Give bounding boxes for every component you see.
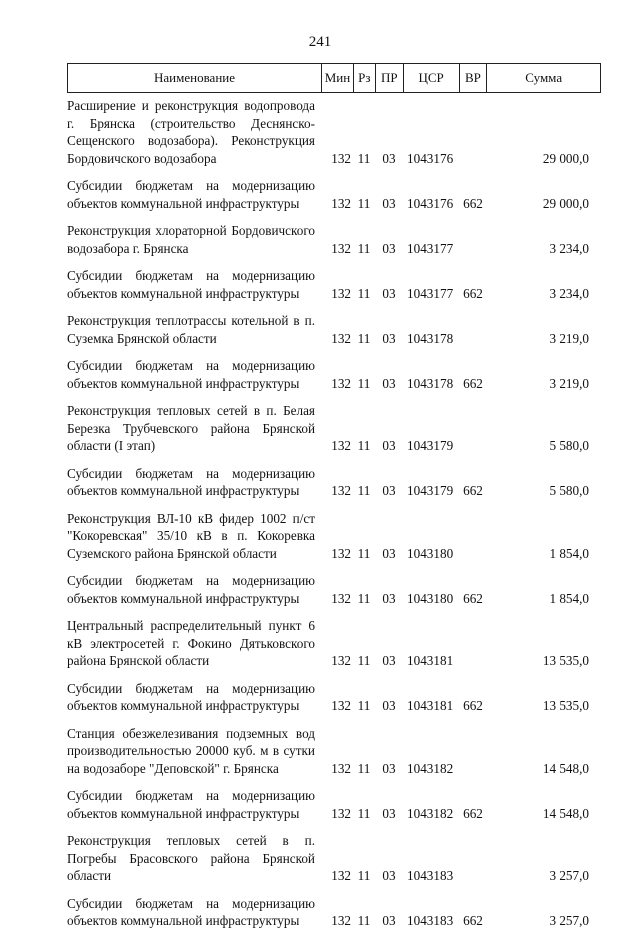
table-row [67, 617, 601, 670]
table-row [67, 787, 601, 822]
cell-csr: 1043183 [407, 868, 454, 883]
cell-name: Центральный распределительный пункт 6 кВ электросетей г. Фокино Дятьковского района Брянской области [67, 618, 315, 668]
cell-sum: 3 257,0 [549, 913, 589, 928]
cell-csr: 1043179 [407, 438, 454, 453]
cell-min: 132 [331, 590, 351, 606]
cell-min: 132 [331, 330, 351, 346]
cell-rz: 11 [357, 760, 371, 776]
page-number: 241 [308, 34, 332, 50]
cell-csr: 1043176 [407, 195, 454, 211]
cell-pr: 03 [382, 438, 396, 453]
cell-sum: 5 580,0 [549, 438, 589, 453]
cell-min: 132 [331, 653, 351, 668]
cell-sum: 29 000,0 [542, 195, 589, 211]
cell-min: 132 [331, 760, 351, 776]
cell-name: Субсидии бюджетам на модернизацию объектов коммунальной инфраструктуры [67, 573, 315, 606]
cell-name: Субсидии бюджетам на модернизацию объектов коммунальной инфраструктуры [67, 358, 315, 391]
header-csr: ЦСР [403, 64, 459, 92]
cell-name: Реконструкция тепловых сетей в п. Белая Березка Трубчевского района Брянской области (I этап) [67, 403, 315, 453]
cell-min: 132 [331, 438, 351, 453]
cell-pr: 03 [382, 285, 396, 301]
cell-rz: 11 [357, 285, 371, 301]
table-row [67, 510, 601, 563]
header-vr: ВР [459, 64, 487, 92]
table-row [67, 402, 601, 455]
cell-rz: 11 [357, 195, 371, 211]
cell-pr: 03 [382, 483, 396, 498]
header-min: Мин [321, 64, 353, 92]
header-rz: Рз [353, 64, 375, 92]
cell-csr: 1043180 [407, 545, 454, 561]
cell-rz: 11 [357, 545, 371, 561]
cell-sum: 14 548,0 [542, 760, 589, 776]
cell-sum: 29 000,0 [542, 150, 589, 166]
cell-csr: 1043178 [407, 330, 454, 346]
cell-vr: 662 [463, 913, 483, 928]
cell-sum: 13 535,0 [542, 698, 589, 713]
cell-rz: 11 [357, 330, 371, 346]
cell-rz: 11 [357, 868, 371, 883]
table-row [67, 465, 601, 500]
cell-csr: 1043183 [407, 913, 454, 928]
cell-name: Реконструкция тепловых сетей в п. Погребы Брасовского района Брянской области [67, 833, 315, 883]
cell-name: Реконструкция ВЛ-10 кВ фидер 1002 п/ст "Кокоревская" 35/10 кВ в п. Кокоревка Суземского района Брянской области [67, 510, 315, 561]
table-header [67, 63, 601, 93]
cell-min: 132 [331, 913, 351, 928]
table-row [67, 680, 601, 715]
table-row [67, 177, 601, 212]
cell-vr: 662 [463, 590, 483, 606]
cell-csr: 1043179 [407, 483, 454, 498]
cell-name: Субсидии бюджетам на модернизацию объектов коммунальной инфраструктуры [67, 178, 315, 211]
cell-name: Станция обезжелезивания подземных вод производительностью 20000 куб. м в сутки на водозаборе "Деповской" г. Брянска [67, 725, 315, 776]
cell-vr: 662 [463, 195, 483, 211]
cell-sum: 13 535,0 [542, 653, 589, 668]
cell-csr: 1043178 [407, 375, 454, 391]
header-pr: ПР [375, 64, 403, 92]
cell-rz: 11 [357, 150, 371, 166]
cell-pr: 03 [382, 698, 396, 713]
table-row [67, 267, 601, 302]
cell-sum: 5 580,0 [549, 483, 589, 498]
cell-pr: 03 [382, 240, 396, 256]
cell-name: Субсидии бюджетам на модернизацию объектов коммунальной инфраструктуры [67, 680, 315, 713]
cell-sum: 3 234,0 [549, 285, 589, 301]
cell-csr: 1043181 [407, 653, 454, 668]
cell-name: Субсидии бюджетам на модернизацию объектов коммунальной инфраструктуры [67, 895, 315, 928]
cell-min: 132 [331, 483, 351, 498]
cell-rz: 11 [357, 375, 371, 391]
cell-vr: 662 [463, 805, 483, 821]
cell-min: 132 [331, 150, 351, 166]
header-sum: Сумма [486, 64, 600, 92]
cell-pr: 03 [382, 545, 396, 561]
table-row [67, 725, 601, 778]
cell-name: Реконструкция хлораторной Бордовичского водозабора г. Брянска [67, 223, 315, 256]
cell-pr: 03 [382, 330, 396, 346]
cell-vr: 662 [463, 483, 483, 498]
cell-pr: 03 [382, 375, 396, 391]
header-name: Наименование [154, 70, 236, 85]
cell-rz: 11 [357, 698, 371, 713]
cell-name: Субсидии бюджетам на модернизацию объектов коммунальной инфраструктуры [67, 268, 315, 301]
cell-csr: 1043176 [407, 150, 454, 166]
cell-vr: 662 [463, 375, 483, 391]
cell-name: Субсидии бюджетам на модернизацию объектов коммунальной инфраструктуры [67, 788, 315, 821]
cell-sum: 3 219,0 [549, 330, 589, 346]
cell-rz: 11 [357, 653, 371, 668]
cell-csr: 1043177 [407, 240, 454, 256]
table-row [67, 222, 601, 257]
cell-name: Реконструкция теплотрассы котельной в п. Суземка Брянской области [67, 313, 315, 346]
cell-rz: 11 [357, 483, 371, 498]
cell-min: 132 [331, 868, 351, 883]
cell-sum: 14 548,0 [542, 805, 589, 821]
cell-pr: 03 [382, 590, 396, 606]
cell-pr: 03 [382, 868, 396, 883]
cell-pr: 03 [382, 195, 396, 211]
table-row [67, 97, 601, 167]
cell-pr: 03 [382, 805, 396, 821]
table-row [67, 832, 601, 885]
cell-csr: 1043182 [407, 805, 454, 821]
cell-rz: 11 [357, 240, 371, 256]
cell-min: 132 [331, 698, 351, 713]
cell-min: 132 [331, 285, 351, 301]
cell-vr: 662 [463, 285, 483, 301]
cell-csr: 1043177 [407, 285, 454, 301]
cell-sum: 3 257,0 [549, 868, 589, 883]
cell-min: 132 [331, 805, 351, 821]
cell-min: 132 [331, 240, 351, 256]
cell-sum: 1 854,0 [549, 545, 589, 561]
cell-csr: 1043180 [407, 590, 454, 606]
cell-name: Субсидии бюджетам на модернизацию объектов коммунальной инфраструктуры [67, 465, 315, 498]
budget-table [67, 63, 601, 940]
cell-sum: 1 854,0 [549, 590, 589, 606]
table-row [67, 572, 601, 607]
table-body [67, 97, 601, 930]
table-row [67, 357, 601, 392]
cell-pr: 03 [382, 913, 396, 928]
cell-csr: 1043182 [407, 760, 454, 776]
cell-rz: 11 [357, 438, 371, 453]
cell-vr: 662 [463, 698, 483, 713]
cell-pr: 03 [382, 653, 396, 668]
cell-sum: 3 234,0 [549, 240, 589, 256]
cell-name: Расширение и реконструкция водопровода г. Брянска (строительство Деснянско-Сещенского водозабора). Реконструкция Бордовичского водозабора [67, 98, 315, 166]
cell-sum: 3 219,0 [549, 375, 589, 391]
cell-min: 132 [331, 375, 351, 391]
cell-pr: 03 [382, 150, 396, 166]
cell-rz: 11 [357, 913, 371, 928]
cell-csr: 1043181 [407, 698, 454, 713]
cell-rz: 11 [357, 590, 371, 606]
cell-rz: 11 [357, 805, 371, 821]
cell-min: 132 [331, 195, 351, 211]
cell-min: 132 [331, 545, 351, 561]
cell-pr: 03 [382, 760, 396, 776]
table-row [67, 312, 601, 347]
